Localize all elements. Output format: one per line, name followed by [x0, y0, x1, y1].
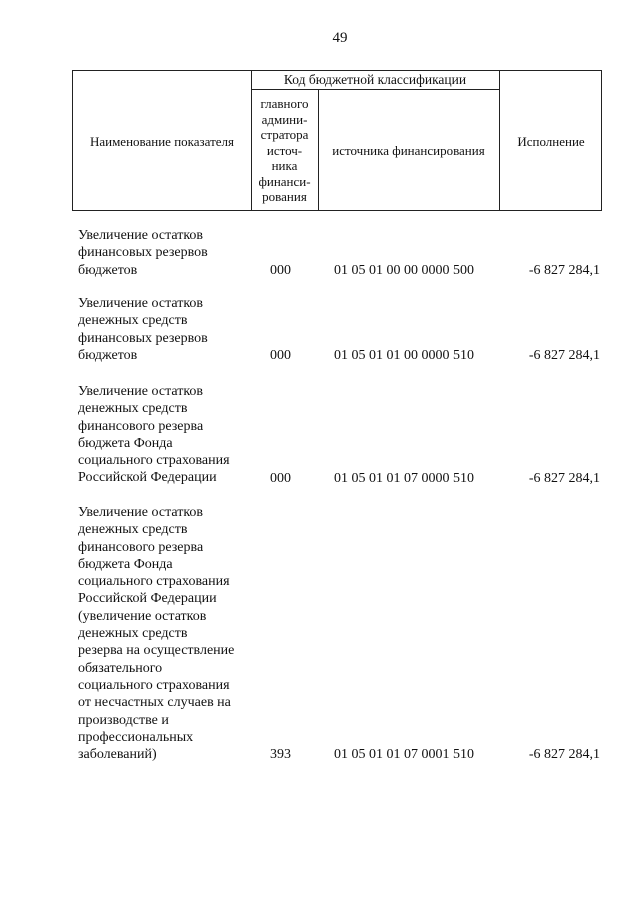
table-header — [72, 70, 602, 211]
row-name: Увеличение остатков финансовых резервов бюджетов — [78, 228, 208, 278]
row-execution: -6 827 284,1 — [528, 470, 600, 486]
row-source-code: 01 05 01 01 07 0001 510 — [334, 747, 474, 763]
header-admin-label: главного админи- стратора источ- ника финанси- рования — [258, 96, 311, 205]
row-source-code: 01 05 01 01 00 0000 510 — [334, 347, 474, 363]
row-execution: -6 827 284,1 — [528, 747, 600, 763]
header-source-column: источника финансирования — [332, 142, 485, 158]
row-execution: -6 827 284,1 — [528, 262, 600, 278]
row-admin-code: 000 — [270, 262, 291, 278]
table-row — [0, 295, 640, 367]
row-name: Увеличение остатков денежных средств финансового резерва бюджета Фонда социального страхования Российской Федерации — [78, 384, 230, 486]
table-row — [0, 383, 640, 489]
row-name: Увеличение остатков денежных средств финансовых резервов бюджетов — [78, 296, 208, 363]
page-number: 49 — [332, 30, 348, 46]
header-admin-column — [251, 89, 318, 212]
table-row — [0, 504, 640, 766]
header-name-column: Наименование показателя — [89, 133, 235, 149]
row-execution: -6 827 284,1 — [528, 347, 600, 363]
row-name: Увеличение остатков денежных средств финансового резерва бюджета Фонда социального страхования Российской Федерации (увеличение остатков денежных средств резерва на осуществление обязательного социального страхования от несчастных случаев на производстве и профессиональных заболеваний) — [78, 505, 235, 763]
row-source-code: 01 05 01 00 00 0000 500 — [334, 262, 474, 278]
table-row — [0, 227, 640, 282]
row-admin-code: 000 — [270, 347, 291, 363]
row-admin-code: 000 — [270, 470, 291, 486]
header-code-group: Код бюджетной классификации — [283, 72, 467, 88]
row-admin-code: 393 — [270, 747, 291, 763]
header-execution-column: Исполнение — [517, 133, 585, 149]
row-source-code: 01 05 01 01 07 0000 510 — [334, 470, 474, 486]
